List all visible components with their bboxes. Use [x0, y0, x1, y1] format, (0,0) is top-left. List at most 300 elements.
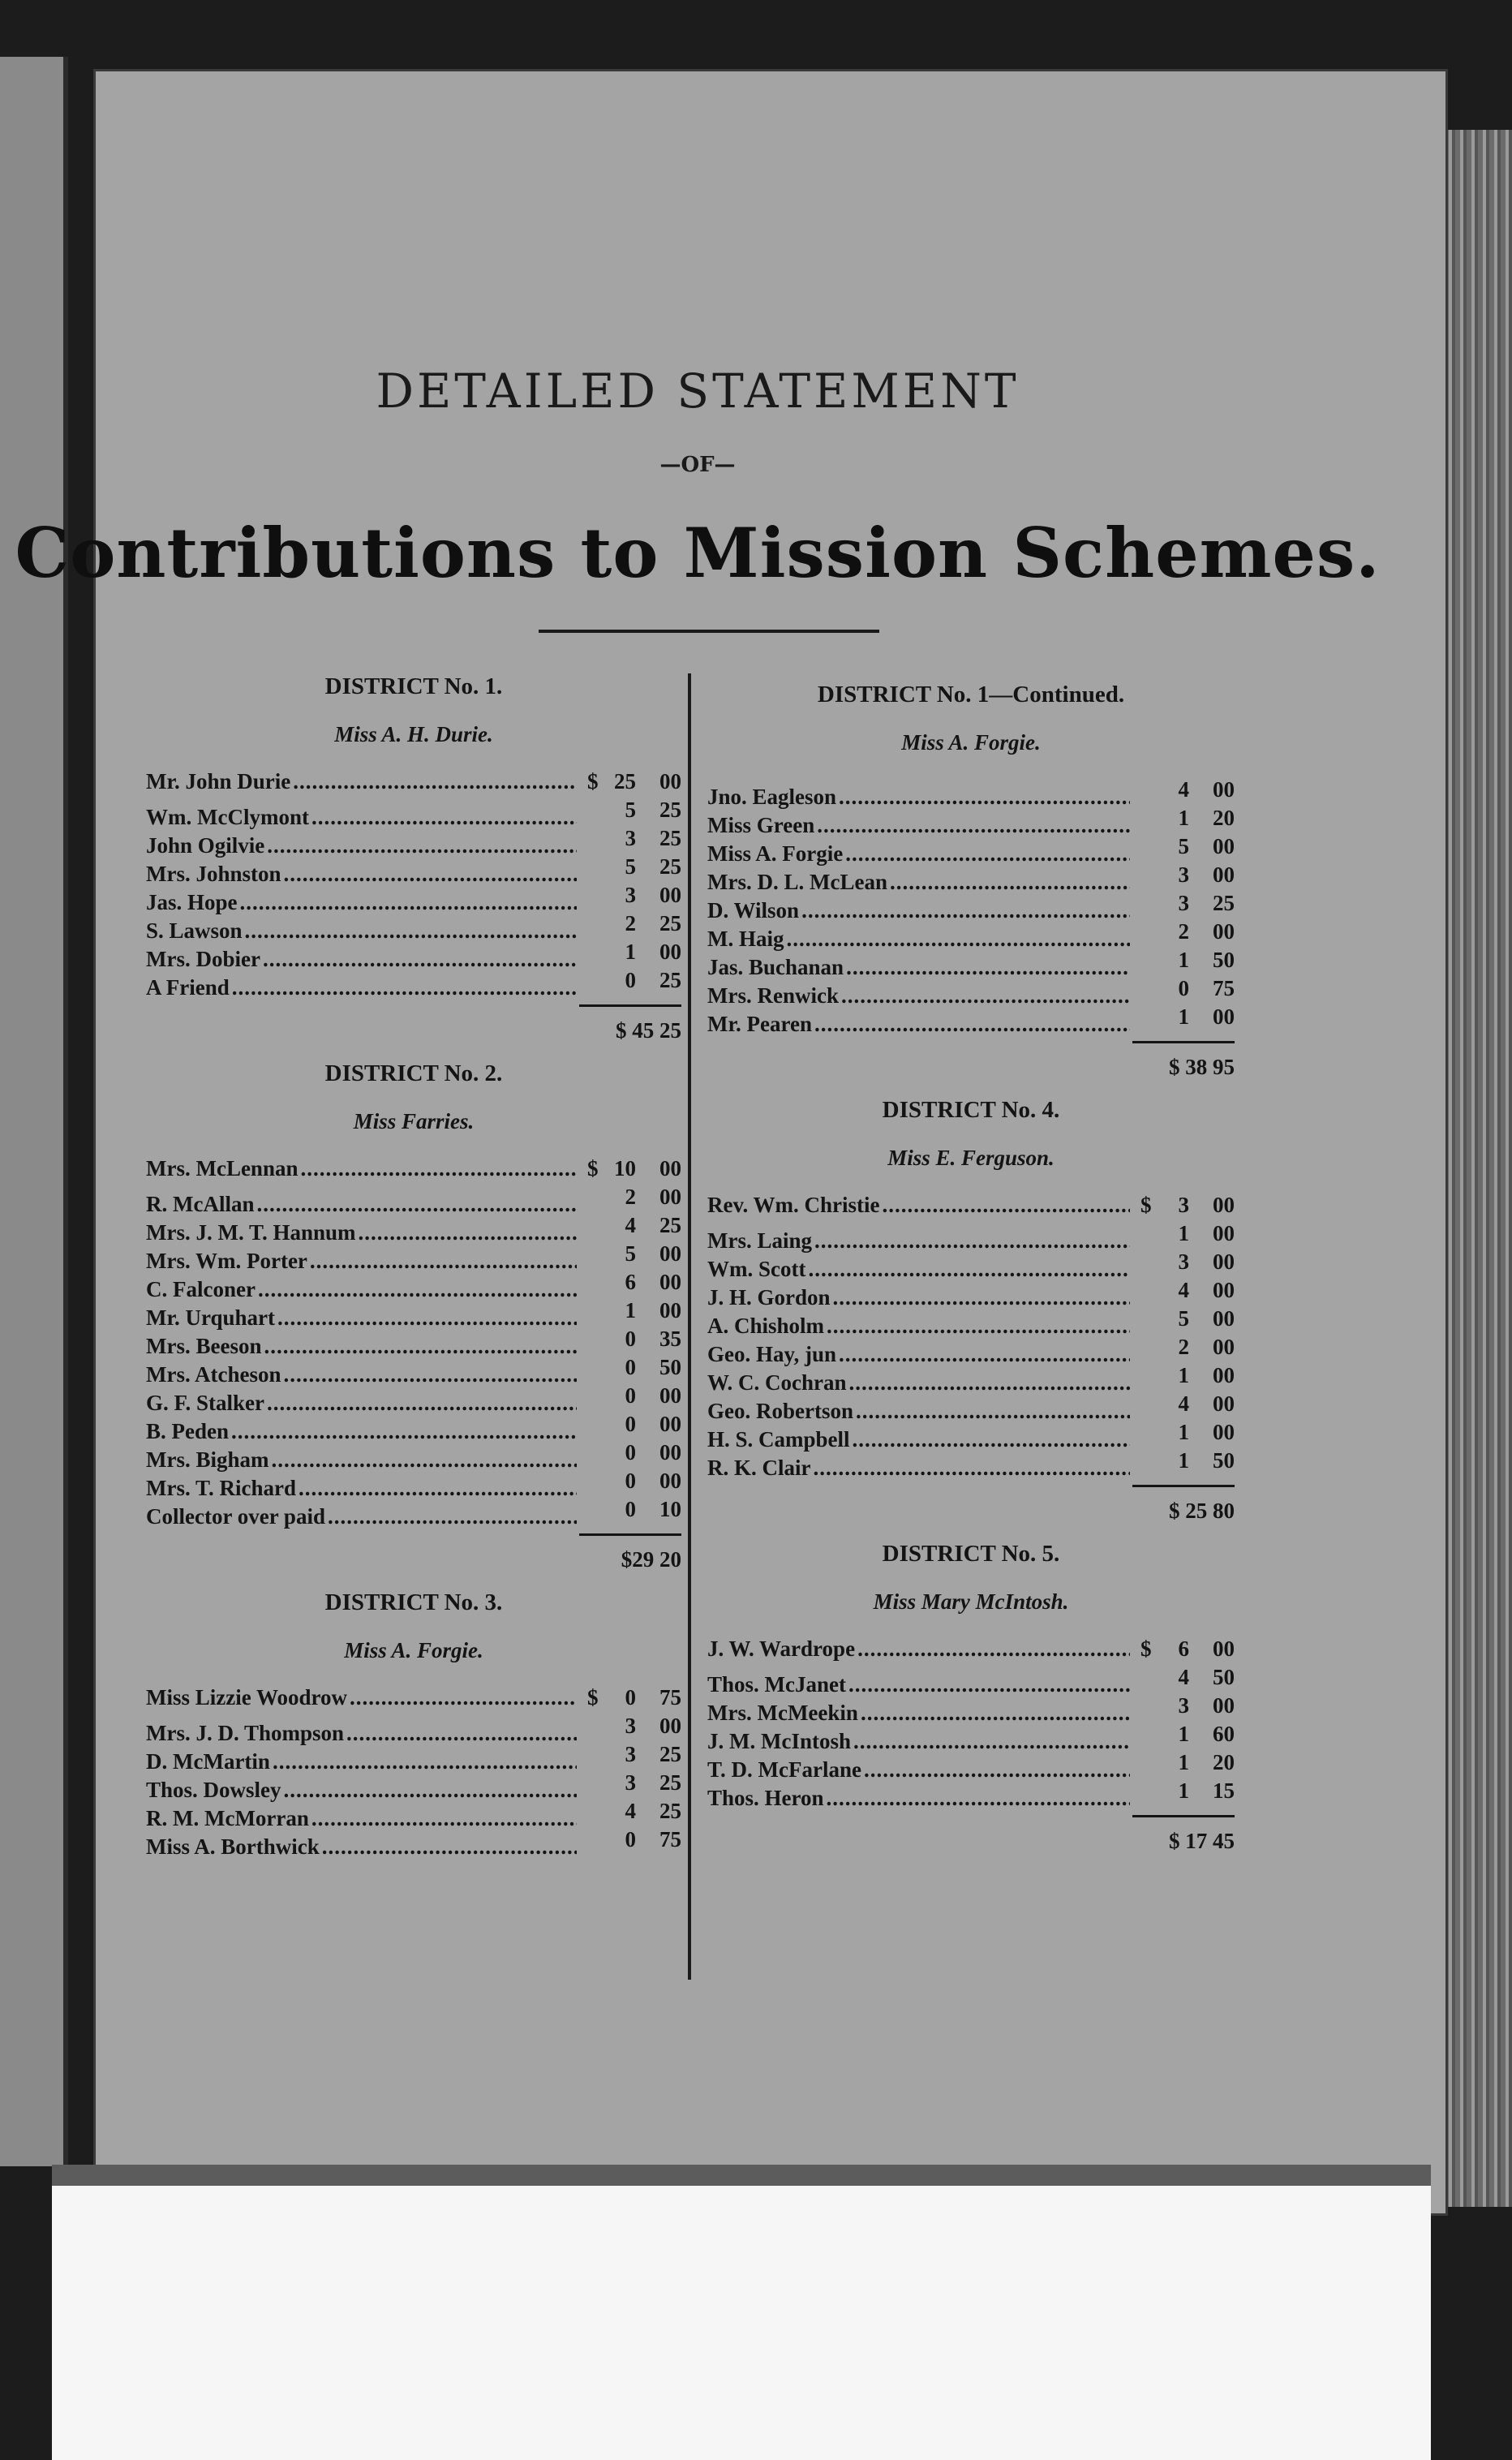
district-heading: DISTRICT No. 2.: [324, 1060, 503, 1086]
leader-dots: [322, 1833, 577, 1861]
amount-dollars: 0: [625, 1355, 636, 1379]
contribution-row: [707, 1219, 1235, 1253]
contributor-name: Miss A. Forgie: [707, 841, 844, 866]
contributor-name: C. Falconer: [146, 1277, 256, 1301]
amount-dollars: 4: [625, 1799, 636, 1823]
amount-dollars: 2: [1178, 1335, 1189, 1359]
currency-sign: [1140, 804, 1158, 832]
currency-sign: $: [587, 1156, 599, 1181]
scan-margin: [52, 2165, 1431, 2460]
amount: [1132, 1663, 1235, 1692]
currency-sign: [1140, 1361, 1158, 1390]
amount: [579, 1769, 681, 1797]
amount-cents: 60: [1213, 1722, 1235, 1746]
amount-cents: 20: [1213, 806, 1235, 830]
leader-dots: [839, 1340, 1130, 1369]
amount: [1132, 1777, 1235, 1805]
amount: [1132, 1219, 1235, 1248]
contributor-name: Jas. Buchanan: [707, 955, 844, 979]
collector-name: Miss E. Ferguson.: [887, 1146, 1055, 1170]
currency-sign: [1140, 974, 1158, 1003]
amount-cents: 75: [1213, 976, 1235, 1000]
contributor-name: Rev. Wm. Christie: [707, 1193, 880, 1217]
contributor-name: Jas. Hope: [146, 890, 238, 914]
contributor-name: Wm. Scott: [707, 1257, 806, 1281]
leader-dots: [849, 1369, 1130, 1397]
currency-sign: [587, 1382, 605, 1410]
amount-cents: 00: [1213, 1249, 1235, 1274]
currency-sign: [1140, 1003, 1158, 1031]
contribution-row: [707, 1191, 1235, 1219]
contributor-name: Mr. Pearen: [707, 1012, 812, 1036]
amount-dollars: 3: [1178, 1249, 1189, 1274]
document-title: DETAILED STATEMENT: [376, 363, 1020, 419]
amount: [579, 1410, 681, 1439]
amount: [579, 1183, 681, 1211]
amount: [1132, 1418, 1235, 1447]
amount: [1132, 1390, 1235, 1418]
amount: [579, 796, 681, 824]
leader-dots: [808, 1255, 1130, 1284]
total-rule: [1132, 1485, 1235, 1487]
currency-sign: [587, 1183, 605, 1211]
leader-dots: [310, 1247, 577, 1275]
amount-dollars: 3: [625, 883, 636, 907]
leader-dots: [833, 1284, 1130, 1312]
currency-sign: [1140, 1390, 1158, 1418]
currency-sign: [587, 1325, 605, 1353]
currency-sign: [587, 1826, 605, 1854]
amount-dollars: 0: [625, 1497, 636, 1521]
currency-sign: [587, 966, 605, 995]
leader-dots: [299, 1474, 577, 1503]
district-heading: DISTRICT No. 5.: [882, 1541, 1060, 1567]
currency-sign: [587, 1495, 605, 1524]
currency-sign: [587, 1353, 605, 1382]
amount-dollars: 0: [625, 1383, 636, 1408]
amount-cents: 50: [1213, 948, 1235, 972]
amount: [1132, 946, 1235, 974]
amount: [1132, 1003, 1235, 1031]
district-total: $ 45 25: [616, 1018, 681, 1043]
amount: [579, 1826, 681, 1854]
leader-dots: [300, 1155, 577, 1183]
leader-dots: [258, 1275, 577, 1304]
amount-cents: 00: [659, 1469, 681, 1493]
currency-sign: [1140, 1276, 1158, 1305]
amount: [1132, 1191, 1235, 1219]
contributor-name: Jno. Eagleson: [707, 785, 837, 809]
amount-dollars: 3: [625, 826, 636, 850]
collector-name: Miss A. Forgie.: [344, 1638, 483, 1662]
amount-cents: 00: [659, 1412, 681, 1436]
leader-dots: [853, 1426, 1130, 1454]
contribution-row: [146, 1684, 681, 1712]
leader-dots: [263, 945, 577, 974]
contributor-name: Collector over paid: [146, 1504, 325, 1529]
collector-name: Miss Mary McIntosh.: [873, 1589, 1069, 1614]
amount: [1132, 776, 1235, 804]
contributor-name: B. Peden: [146, 1419, 230, 1443]
amount-cents: 50: [1213, 1665, 1235, 1689]
contributor-name: Mrs. J. D. Thompson: [146, 1721, 345, 1745]
amount-cents: 00: [1213, 1636, 1235, 1661]
amount-cents: 00: [1213, 834, 1235, 858]
amount-cents: 00: [659, 1714, 681, 1738]
leader-dots: [839, 783, 1130, 811]
amount-cents: 00: [659, 1241, 681, 1266]
amount: [579, 1155, 681, 1183]
contributor-name: H. S. Campbell: [707, 1427, 850, 1451]
leader-dots: [841, 982, 1130, 1010]
amount-cents: 00: [1213, 1420, 1235, 1444]
currency-sign: [587, 1297, 605, 1325]
amount: [1132, 1361, 1235, 1390]
contributor-name: D. McMartin: [146, 1749, 270, 1774]
district-heading: DISTRICT No. 1—Continued.: [817, 682, 1125, 707]
currency-sign: [1140, 861, 1158, 889]
amount-dollars: 25: [614, 769, 636, 793]
currency-sign: [587, 1211, 605, 1240]
right-column: [707, 667, 1235, 1856]
amount: [1132, 1720, 1235, 1748]
amount-cents: 00: [659, 1298, 681, 1322]
amount-cents: 00: [1213, 1363, 1235, 1387]
amount: [1132, 804, 1235, 832]
amount: [579, 910, 681, 938]
amount-dollars: 4: [1178, 777, 1189, 802]
leader-dots: [350, 1684, 577, 1712]
collector-name: Miss A. H. Durie.: [334, 722, 493, 746]
currency-sign: [587, 796, 605, 824]
leader-dots: [232, 974, 577, 1002]
leader-dots: [293, 768, 577, 796]
amount: [579, 1467, 681, 1495]
currency-sign: [1140, 1748, 1158, 1777]
total-rule: [579, 1533, 681, 1536]
amount-dollars: 10: [614, 1156, 636, 1181]
contributor-name: Thos. Heron: [707, 1786, 824, 1810]
contributor-name: Mrs. D. L. McLean: [707, 870, 887, 894]
amount-cents: 00: [1213, 919, 1235, 944]
currency-sign: [587, 1467, 605, 1495]
leader-dots: [864, 1756, 1130, 1784]
amount-dollars: 2: [625, 911, 636, 935]
amount: [1132, 1333, 1235, 1361]
leader-dots: [240, 888, 577, 917]
district-section: [146, 1057, 681, 1575]
amount-cents: 00: [1213, 1004, 1235, 1029]
amount-cents: 00: [1213, 1221, 1235, 1245]
district-heading: DISTRICT No. 4.: [882, 1097, 1060, 1123]
leader-dots: [856, 1397, 1130, 1426]
district-section: [707, 1094, 1235, 1526]
contributor-name: Mrs. Laing: [707, 1228, 813, 1253]
amount-cents: 50: [1213, 1448, 1235, 1473]
amount-dollars: 4: [1178, 1665, 1189, 1689]
leader-dots: [264, 1332, 577, 1361]
leader-dots: [283, 1361, 577, 1389]
leader-dots: [846, 953, 1130, 982]
currency-sign: $: [587, 1685, 599, 1710]
currency-sign: [1140, 1447, 1158, 1475]
contributor-name: G. F. Stalker: [146, 1391, 265, 1415]
amount-dollars: 6: [1178, 1636, 1189, 1661]
leader-dots: [861, 1699, 1130, 1727]
amount-dollars: 1: [625, 1298, 636, 1322]
amount-cents: 00: [659, 940, 681, 964]
amount: [579, 881, 681, 910]
amount-cents: 15: [1213, 1778, 1235, 1803]
leader-dots: [890, 868, 1130, 897]
amount: [579, 1439, 681, 1467]
contributor-name: Miss Green: [707, 813, 815, 837]
amount-dollars: 3: [625, 1714, 636, 1738]
contributor-name: J. M. McIntosh: [707, 1729, 851, 1753]
amount: [579, 1684, 681, 1712]
amount: [579, 1211, 681, 1240]
amount: [1132, 861, 1235, 889]
contributor-name: Mr. John Durie: [146, 769, 291, 793]
amount-cents: 25: [1213, 891, 1235, 915]
district-total: $ 17 45: [1169, 1829, 1235, 1853]
currency-sign: [587, 881, 605, 910]
amount-dollars: 0: [625, 1469, 636, 1493]
contributor-name: Miss Lizzie Woodrow: [146, 1685, 347, 1710]
contributor-name: Mrs. Atcheson: [146, 1362, 281, 1387]
amount-cents: 00: [1213, 1391, 1235, 1416]
amount-dollars: 6: [625, 1270, 636, 1294]
leader-dots: [817, 811, 1130, 840]
amount: [1132, 918, 1235, 946]
district-heading: DISTRICT No. 3.: [324, 1589, 503, 1615]
amount-dollars: 0: [625, 1827, 636, 1851]
leader-dots: [311, 803, 577, 832]
currency-sign: [1140, 1333, 1158, 1361]
contributor-name: R. McAllan: [146, 1192, 255, 1216]
amount-cents: 00: [1213, 1693, 1235, 1718]
amount: [579, 966, 681, 995]
amount-dollars: 5: [625, 1241, 636, 1266]
amount-dollars: 5: [625, 854, 636, 879]
amount-dollars: 0: [625, 1327, 636, 1351]
currency-sign: [587, 1268, 605, 1297]
amount-cents: 00: [1213, 1193, 1235, 1217]
amount-dollars: 3: [625, 1770, 636, 1795]
contributor-name: D. Wilson: [707, 898, 800, 922]
amount: [1132, 1635, 1235, 1663]
amount-dollars: 3: [1178, 862, 1189, 887]
contributor-name: Mrs. McLennan: [146, 1156, 299, 1181]
amount-cents: 25: [659, 1742, 681, 1766]
contributor-name: Mrs. J. M. T. Hannum: [146, 1220, 356, 1245]
currency-sign: $: [1140, 1193, 1152, 1217]
currency-sign: [1140, 1663, 1158, 1692]
amount-cents: 00: [659, 769, 681, 793]
amount: [1132, 1748, 1235, 1777]
contributor-name: Wm. McClymont: [146, 805, 309, 829]
contributor-name: Geo. Hay, jun: [707, 1342, 837, 1366]
amount: [579, 938, 681, 966]
contribution-row: [146, 796, 681, 829]
currency-sign: [587, 1439, 605, 1467]
contributor-name: A. Chisholm: [707, 1314, 825, 1338]
amount: [579, 1712, 681, 1740]
contributor-name: Mrs. Beeson: [146, 1334, 262, 1358]
contributor-name: J. H. Gordon: [707, 1285, 831, 1310]
leader-dots: [827, 1784, 1130, 1813]
currency-sign: [1140, 1777, 1158, 1805]
leader-dots: [245, 917, 577, 945]
amount-dollars: 0: [625, 1685, 636, 1710]
amount-dollars: 0: [625, 1440, 636, 1464]
amount-dollars: 4: [1178, 1391, 1189, 1416]
contributor-name: Mrs. Dobier: [146, 947, 260, 971]
currency-sign: [587, 1740, 605, 1769]
currency-sign: [587, 910, 605, 938]
currency-sign: [587, 824, 605, 853]
contribution-row: [707, 776, 1235, 809]
amount-cents: 00: [659, 1440, 681, 1464]
amount-cents: 50: [659, 1355, 681, 1379]
amount-cents: 10: [659, 1497, 681, 1521]
leader-dots: [853, 1727, 1130, 1756]
amount: [1132, 889, 1235, 918]
amount: [1132, 1692, 1235, 1720]
amount: [1132, 832, 1235, 861]
contributor-name: Thos. Dowsley: [146, 1778, 281, 1802]
district-section: [146, 1586, 681, 1859]
column-divider: [688, 673, 691, 1980]
document-heading: Contributions to Mission Schemes.: [15, 513, 1381, 593]
amount: [579, 1797, 681, 1826]
currency-sign: [1140, 1720, 1158, 1748]
total-rule: [1132, 1041, 1235, 1043]
amount-dollars: 2: [625, 1185, 636, 1209]
amount: [579, 1353, 681, 1382]
leader-dots: [272, 1446, 578, 1474]
leader-dots: [882, 1191, 1130, 1219]
amount-cents: 00: [659, 1156, 681, 1181]
district-section: [707, 1538, 1235, 1856]
currency-sign: [1140, 1219, 1158, 1248]
amount-dollars: 0: [625, 1412, 636, 1436]
amount-cents: 00: [659, 883, 681, 907]
amount-dollars: 1: [1178, 1722, 1189, 1746]
amount-dollars: 2: [1178, 919, 1189, 944]
amount-cents: 75: [659, 1685, 681, 1710]
amount: [579, 1495, 681, 1524]
district-section: [146, 670, 681, 1046]
amount-cents: 00: [659, 1185, 681, 1209]
amount-cents: 00: [659, 1383, 681, 1408]
currency-sign: [1140, 1248, 1158, 1276]
amount-cents: 20: [1213, 1750, 1235, 1774]
amount-dollars: 0: [625, 968, 636, 992]
contributor-name: Miss A. Borthwick: [146, 1834, 320, 1859]
amount-cents: 00: [1213, 1335, 1235, 1359]
contributor-name: Mrs. T. Richard: [146, 1476, 296, 1500]
leader-dots: [284, 1776, 577, 1804]
leader-dots: [359, 1219, 577, 1247]
leader-dots: [284, 860, 577, 888]
contributor-name: Mrs. Wm. Porter: [146, 1249, 307, 1273]
amount-cents: 35: [659, 1327, 681, 1351]
amount: [1132, 1276, 1235, 1305]
leader-dots: [848, 1671, 1130, 1699]
leader-dots: [814, 1010, 1130, 1039]
leader-dots: [814, 1454, 1131, 1482]
total-rule: [1132, 1815, 1235, 1817]
leader-dots: [256, 1190, 577, 1219]
currency-sign: [1140, 1418, 1158, 1447]
contributor-name: Mrs. Bigham: [146, 1447, 269, 1472]
amount-dollars: 1: [1178, 1004, 1189, 1029]
leader-dots: [311, 1804, 577, 1833]
contributor-name: Mr. Urquhart: [146, 1305, 276, 1330]
amount: [579, 1325, 681, 1353]
amount: [579, 853, 681, 881]
leader-dots: [273, 1748, 577, 1776]
amount-cents: 25: [659, 826, 681, 850]
amount-dollars: 5: [1178, 1306, 1189, 1331]
contributor-name: Mrs. McMeekin: [707, 1701, 858, 1725]
amount: [579, 1382, 681, 1410]
leader-dots: [845, 840, 1130, 868]
amount: [579, 1240, 681, 1268]
amount-cents: 25: [659, 798, 681, 822]
contribution-row: [707, 1663, 1235, 1697]
amount-dollars: 1: [625, 940, 636, 964]
currency-sign: [1140, 1692, 1158, 1720]
currency-sign: [587, 853, 605, 881]
currency-sign: $: [1140, 1636, 1152, 1661]
currency-sign: [1140, 832, 1158, 861]
amount-dollars: 3: [1178, 891, 1189, 915]
contributor-name: W. C. Cochran: [707, 1370, 847, 1395]
amount: [579, 1740, 681, 1769]
amount-dollars: 5: [625, 798, 636, 822]
amount-cents: 25: [659, 911, 681, 935]
currency-sign: [1140, 946, 1158, 974]
contributor-name: John Ogilvie: [146, 833, 265, 858]
amount-dollars: 5: [1178, 834, 1189, 858]
contributor-name: T. D. McFarlane: [707, 1757, 861, 1782]
currency-sign: [1140, 918, 1158, 946]
contributor-name: Mrs. Renwick: [707, 983, 839, 1008]
of-line: —OF—: [659, 453, 736, 477]
currency-sign: [587, 1797, 605, 1826]
leader-dots: [827, 1312, 1130, 1340]
amount-dollars: 4: [1178, 1278, 1189, 1302]
leader-dots: [801, 897, 1130, 925]
amount-dollars: 1: [1178, 1363, 1189, 1387]
amount: [1132, 1305, 1235, 1333]
leader-dots: [346, 1719, 577, 1748]
amount: [1132, 1447, 1235, 1475]
amount: [579, 824, 681, 853]
amount-dollars: 0: [1178, 976, 1189, 1000]
leader-dots: [787, 925, 1131, 953]
contributor-name: R. M. McMorran: [146, 1806, 309, 1830]
district-total: $29 20: [621, 1547, 681, 1572]
amount: [579, 1297, 681, 1325]
amount-cents: 25: [659, 1799, 681, 1823]
contributor-name: Geo. Robertson: [707, 1399, 853, 1423]
amount-cents: 25: [659, 1213, 681, 1237]
currency-sign: [1140, 889, 1158, 918]
amount-dollars: 1: [1178, 948, 1189, 972]
